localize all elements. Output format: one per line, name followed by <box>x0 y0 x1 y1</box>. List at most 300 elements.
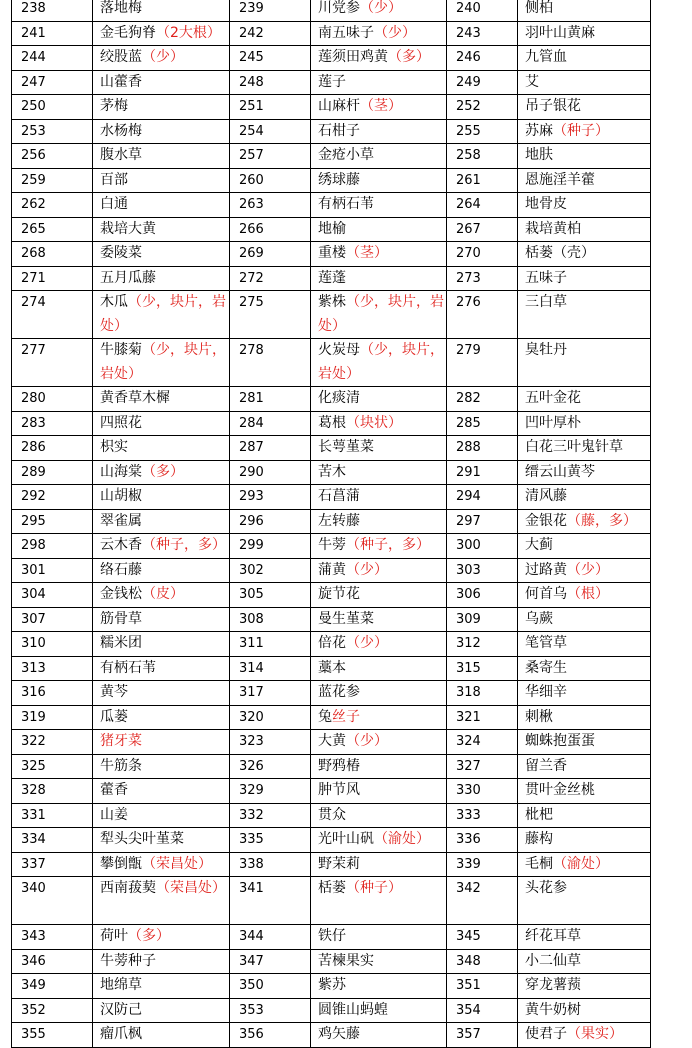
herb-name-cell <box>311 168 447 193</box>
item-number: 282 <box>447 387 518 412</box>
herb-name-cell <box>518 46 651 71</box>
item-number: 271 <box>12 266 93 291</box>
herb-name-cell <box>311 242 447 267</box>
table-row <box>12 21 651 46</box>
herb-name-cell <box>311 558 447 583</box>
item-number: 327 <box>447 754 518 779</box>
herb-name-cell <box>93 485 230 510</box>
item-number: 348 <box>447 949 518 974</box>
herb-name: 曼生堇菜 <box>318 610 374 627</box>
herb-name-cell <box>93 828 230 853</box>
item-number: 254 <box>230 119 311 144</box>
herb-name-cell <box>93 949 230 974</box>
herb-name: 绞股蓝 <box>100 49 142 65</box>
herb-name: 蒲黄 <box>318 561 346 578</box>
table-row <box>12 949 651 974</box>
herb-name-cell <box>311 1023 447 1048</box>
herb-name: 山姜 <box>100 806 128 823</box>
item-number: 326 <box>230 754 311 779</box>
herb-name-cell <box>518 144 651 169</box>
herb-name-cell <box>518 754 651 779</box>
item-number: 247 <box>12 70 93 95</box>
herb-name-cell <box>518 485 651 510</box>
table-row <box>12 534 651 559</box>
item-number: 316 <box>12 681 93 706</box>
item-number: 322 <box>12 730 93 755</box>
herb-name-cell <box>311 144 447 169</box>
item-number: 299 <box>230 534 311 559</box>
herb-name: 枳实 <box>100 439 128 455</box>
herb-name-cell <box>93 803 230 828</box>
item-number: 335 <box>230 828 311 853</box>
item-number: 288 <box>447 436 518 461</box>
herb-note: （少，块片，岩处） <box>318 342 444 382</box>
herb-note: （少） <box>374 24 416 41</box>
item-number: 331 <box>12 803 93 828</box>
herb-name-cell <box>518 95 651 120</box>
herb-name: 兔 <box>318 708 332 725</box>
herb-name-cell <box>311 681 447 706</box>
table-row <box>12 485 651 510</box>
herb-name: 莲蓬 <box>318 269 346 286</box>
herb-name: 铁仔 <box>318 928 346 944</box>
herb-name: 金钱松 <box>100 586 142 602</box>
herb-name: 南五味子 <box>318 24 374 41</box>
herb-name-cell <box>311 925 447 950</box>
herb-name: 地绵草 <box>100 977 142 993</box>
item-number: 356 <box>230 1023 311 1048</box>
herb-name-cell <box>93 266 230 291</box>
herb-name-cell <box>311 877 447 925</box>
item-number: 357 <box>447 1023 518 1048</box>
table-row <box>12 607 651 632</box>
herb-name: 山藿香 <box>100 73 142 90</box>
item-number: 272 <box>230 266 311 291</box>
item-number: 250 <box>12 95 93 120</box>
table-row <box>12 730 651 755</box>
herb-note: （多） <box>128 928 170 944</box>
herb-name: 小二仙草 <box>525 952 581 969</box>
herb-note: （种子，多） <box>142 537 226 553</box>
herb-name: 毛桐 <box>525 855 553 872</box>
herb-name-cell <box>93 0 230 21</box>
item-number: 253 <box>12 119 93 144</box>
herb-name-cell <box>311 852 447 877</box>
item-number: 293 <box>230 485 311 510</box>
herb-name-cell <box>93 656 230 681</box>
herb-name: 牛筋条 <box>100 757 142 774</box>
table-row <box>12 242 651 267</box>
item-number: 269 <box>230 242 311 267</box>
herb-name-cell <box>311 70 447 95</box>
herb-name: 缙云山黄芩 <box>525 463 595 480</box>
herb-name: 栝蒌（壳） <box>525 245 595 261</box>
herb-name: 茅梅 <box>100 98 128 114</box>
herb-name-cell <box>518 460 651 485</box>
item-number: 279 <box>447 339 518 387</box>
table-row <box>12 387 651 412</box>
item-number: 241 <box>12 21 93 46</box>
herb-name: 五味子 <box>525 269 567 286</box>
herb-name: 地骨皮 <box>525 196 567 212</box>
herb-name-cell <box>518 583 651 608</box>
herb-name: 苦楝果实 <box>318 952 374 969</box>
herb-name: 黄牛奶树 <box>525 1001 581 1018</box>
item-number: 334 <box>12 828 93 853</box>
herb-name-cell <box>311 460 447 485</box>
herb-name-cell <box>93 534 230 559</box>
herb-note: （少，块片，岩处） <box>100 294 226 334</box>
table-row <box>12 828 651 853</box>
herb-name-cell <box>311 485 447 510</box>
item-number: 303 <box>447 558 518 583</box>
herb-name: 左转藤 <box>318 512 360 529</box>
item-number: 332 <box>230 803 311 828</box>
item-number: 277 <box>12 339 93 387</box>
item-number: 284 <box>230 411 311 436</box>
herb-name: 山海棠 <box>100 463 142 480</box>
item-number: 330 <box>447 779 518 804</box>
item-number: 266 <box>230 217 311 242</box>
item-number: 276 <box>447 291 518 339</box>
herb-name-cell <box>93 877 230 925</box>
herb-name-cell <box>311 387 447 412</box>
herb-name-cell <box>518 607 651 632</box>
herb-name-cell <box>518 730 651 755</box>
herb-name-cell <box>518 681 651 706</box>
herb-name: 有柄石苇 <box>100 659 156 676</box>
herb-name-cell <box>93 144 230 169</box>
item-number: 260 <box>230 168 311 193</box>
herb-name: 地肤 <box>525 147 553 163</box>
herb-name: 使君子 <box>525 1026 567 1042</box>
item-number: 340 <box>12 877 93 925</box>
herb-name: 牛蒡种子 <box>100 952 156 969</box>
item-number: 306 <box>447 583 518 608</box>
herb-name: 光叶山矾 <box>318 831 374 847</box>
item-number: 333 <box>447 803 518 828</box>
herb-name-cell <box>93 387 230 412</box>
table-row <box>12 144 651 169</box>
herb-name-cell <box>311 266 447 291</box>
herb-name: 水杨梅 <box>100 122 142 139</box>
item-number: 318 <box>447 681 518 706</box>
herb-table-body <box>12 0 651 1047</box>
herb-name-cell <box>311 974 447 999</box>
herb-name: 肿节风 <box>318 782 360 798</box>
herb-name: 木瓜 <box>100 294 128 310</box>
herb-name-cell <box>311 607 447 632</box>
herb-note: （少） <box>567 561 609 578</box>
item-number: 238 <box>12 0 93 21</box>
herb-name-cell <box>518 974 651 999</box>
herb-name-cell <box>93 779 230 804</box>
table-row <box>12 1023 651 1048</box>
item-number: 352 <box>12 998 93 1023</box>
herb-name: 西南菝葜 <box>100 880 156 896</box>
herb-name-cell <box>93 460 230 485</box>
herb-name-cell <box>93 95 230 120</box>
table-row <box>12 217 651 242</box>
herb-name: 金疮小草 <box>318 147 374 163</box>
herb-name-cell <box>311 632 447 657</box>
herb-name: 川党参 <box>318 0 360 16</box>
herb-name: 蜘蛛抱蛋蛋 <box>525 733 595 749</box>
herb-name: 藤构 <box>525 831 553 847</box>
table-row <box>12 119 651 144</box>
herb-name-cell <box>93 632 230 657</box>
herb-name: 九管血 <box>525 49 567 65</box>
herb-name: 云木香 <box>100 537 142 553</box>
table-row <box>12 291 651 339</box>
item-number: 243 <box>447 21 518 46</box>
herb-name-cell <box>311 0 447 21</box>
herb-name-cell <box>93 436 230 461</box>
herb-name: 枇杷 <box>525 806 553 823</box>
herb-name-cell <box>518 291 651 339</box>
herb-name: 贯叶金丝桃 <box>525 782 595 798</box>
herb-name-cell <box>311 21 447 46</box>
herb-name: 刺楸 <box>525 708 553 725</box>
herb-name-cell <box>93 168 230 193</box>
item-number: 349 <box>12 974 93 999</box>
table-row <box>12 583 651 608</box>
herb-name: 糯米团 <box>100 635 142 651</box>
herb-name-cell <box>93 852 230 877</box>
herb-note: （渝处） <box>553 855 609 872</box>
herb-name: 落地梅 <box>100 0 142 16</box>
herb-name-cell <box>518 387 651 412</box>
item-number: 320 <box>230 705 311 730</box>
herb-name: 凹叶厚朴 <box>525 414 581 431</box>
item-number: 259 <box>12 168 93 193</box>
herb-name: 紫株 <box>318 294 346 310</box>
item-number: 311 <box>230 632 311 657</box>
herb-name-cell <box>518 828 651 853</box>
herb-name: 鸡矢藤 <box>318 1026 360 1042</box>
herb-name-cell <box>518 656 651 681</box>
herb-name: 蓝花参 <box>318 684 360 700</box>
herb-name-cell <box>93 119 230 144</box>
herb-note: （荣昌处） <box>156 880 226 896</box>
herb-name-cell <box>93 291 230 339</box>
item-number: 337 <box>12 852 93 877</box>
herb-name: 三白草 <box>525 294 567 310</box>
table-row <box>12 411 651 436</box>
herb-name: 莲须田鸡黄 <box>318 49 388 65</box>
herb-note: （少） <box>346 733 388 749</box>
herb-name-cell <box>93 411 230 436</box>
herb-name-cell <box>518 119 651 144</box>
herb-name-cell <box>311 217 447 242</box>
herb-name-cell <box>311 583 447 608</box>
herb-name: 留兰香 <box>525 757 567 774</box>
table-row <box>12 460 651 485</box>
item-number: 354 <box>447 998 518 1023</box>
item-number: 319 <box>12 705 93 730</box>
herb-note: （渝处） <box>374 831 430 847</box>
herb-name: 野鸦椿 <box>318 757 360 774</box>
herb-name-cell <box>518 779 651 804</box>
item-number: 281 <box>230 387 311 412</box>
herb-name-cell <box>93 193 230 218</box>
item-number: 325 <box>12 754 93 779</box>
item-number: 244 <box>12 46 93 71</box>
herb-name: 吊子银花 <box>525 98 581 114</box>
herb-name-cell <box>518 632 651 657</box>
herb-name-cell <box>93 925 230 950</box>
herb-name-cell <box>518 1023 651 1048</box>
item-number: 291 <box>447 460 518 485</box>
table-row <box>12 95 651 120</box>
herb-name: 白花三叶鬼针草 <box>525 439 623 455</box>
herb-name: 四照花 <box>100 414 142 431</box>
herb-name-cell <box>93 217 230 242</box>
herb-name: 贯众 <box>318 806 346 823</box>
herb-name: 栝蒌 <box>318 880 346 896</box>
herb-name: 有柄石苇 <box>318 196 374 212</box>
item-number: 285 <box>447 411 518 436</box>
herb-name: 汉防己 <box>100 1001 142 1018</box>
item-number: 347 <box>230 949 311 974</box>
herb-name-cell <box>311 534 447 559</box>
item-number: 292 <box>12 485 93 510</box>
herb-name: 攀倒甑 <box>100 855 142 872</box>
herb-name-cell <box>518 949 651 974</box>
item-number: 249 <box>447 70 518 95</box>
herb-name: 长萼堇菜 <box>318 439 374 455</box>
herb-name: 瓜蒌 <box>100 708 128 725</box>
herb-note: （少） <box>346 635 388 651</box>
item-number: 308 <box>230 607 311 632</box>
herb-name: 黄香草木樨 <box>100 390 170 406</box>
herb-name: 紫苏 <box>318 977 346 993</box>
herb-name-cell <box>93 558 230 583</box>
herb-name: 过路黄 <box>525 561 567 578</box>
herb-name-cell <box>518 193 651 218</box>
item-number: 265 <box>12 217 93 242</box>
herb-name: 牛蒡 <box>318 537 346 553</box>
herb-name-cell <box>311 339 447 387</box>
herb-name-cell <box>311 754 447 779</box>
item-number: 290 <box>230 460 311 485</box>
herb-name-cell <box>93 998 230 1023</box>
item-number: 295 <box>12 509 93 534</box>
item-number: 353 <box>230 998 311 1023</box>
herb-name: 苦木 <box>318 463 346 480</box>
herb-name: 藿香 <box>100 782 128 798</box>
herb-name-cell <box>93 21 230 46</box>
herb-note: （种子） <box>346 880 402 896</box>
herb-name: 白通 <box>100 196 128 212</box>
herb-name-cell <box>518 21 651 46</box>
item-number: 246 <box>447 46 518 71</box>
herb-name-cell <box>311 46 447 71</box>
item-number: 310 <box>12 632 93 657</box>
herb-name: 乌蕨 <box>525 610 553 627</box>
herb-name: 络石藤 <box>100 561 142 578</box>
table-row <box>12 852 651 877</box>
herb-name-cell <box>93 339 230 387</box>
herb-name-cell <box>93 583 230 608</box>
herb-name-cell <box>311 193 447 218</box>
herb-name-cell <box>311 95 447 120</box>
table-row <box>12 70 651 95</box>
herb-table <box>11 0 651 1048</box>
herb-name-cell <box>518 217 651 242</box>
item-number: 307 <box>12 607 93 632</box>
item-number: 283 <box>12 411 93 436</box>
herb-note: （种子） <box>553 122 609 139</box>
item-number: 329 <box>230 779 311 804</box>
herb-name-cell <box>518 339 651 387</box>
herb-name-cell <box>93 46 230 71</box>
item-number: 342 <box>447 877 518 925</box>
herb-name-cell <box>311 949 447 974</box>
table-row <box>12 998 651 1023</box>
herb-name: 大蓟 <box>525 537 553 553</box>
herb-note: （种子，多） <box>346 537 430 553</box>
item-number: 314 <box>230 656 311 681</box>
table-row <box>12 339 651 387</box>
herb-name: 旋节花 <box>318 586 360 602</box>
table-row <box>12 193 651 218</box>
herb-note: （块状） <box>346 414 402 431</box>
item-number: 287 <box>230 436 311 461</box>
herb-name-cell <box>518 925 651 950</box>
herb-name: 栽培大黄 <box>100 220 156 237</box>
table-row <box>12 974 651 999</box>
herb-name-cell <box>518 852 651 877</box>
table-row <box>12 681 651 706</box>
herb-name-cell <box>311 509 447 534</box>
herb-name: 圆锥山蚂蝗 <box>318 1001 388 1018</box>
herb-note: （少） <box>142 49 184 65</box>
item-number: 312 <box>447 632 518 657</box>
item-number: 239 <box>230 0 311 21</box>
herb-name: 穿龙薯蓣 <box>525 977 581 993</box>
herb-name: 恩施淫羊藿 <box>525 171 595 188</box>
item-number: 296 <box>230 509 311 534</box>
herb-name-cell <box>93 607 230 632</box>
herb-note: （多） <box>142 463 184 480</box>
herb-note: （少，块片，岩处） <box>100 342 226 382</box>
herb-name: 火炭母 <box>318 342 360 358</box>
herb-name: 臭牡丹 <box>525 342 567 358</box>
herb-name-cell <box>518 705 651 730</box>
item-number: 261 <box>447 168 518 193</box>
item-number: 324 <box>447 730 518 755</box>
herb-name: 五月瓜藤 <box>100 269 156 286</box>
herb-name-cell <box>93 730 230 755</box>
item-number: 268 <box>12 242 93 267</box>
herb-name: 筋骨草 <box>100 610 142 627</box>
item-number: 262 <box>12 193 93 218</box>
herb-name: 委陵菜 <box>100 245 142 261</box>
herb-name: 藁本 <box>318 659 346 676</box>
item-number: 301 <box>12 558 93 583</box>
herb-name: 瘤爪枫 <box>100 1026 142 1042</box>
item-number: 286 <box>12 436 93 461</box>
item-number: 263 <box>230 193 311 218</box>
herb-note: （多） <box>388 49 430 65</box>
item-number: 267 <box>447 217 518 242</box>
item-number: 300 <box>447 534 518 559</box>
item-number: 278 <box>230 339 311 387</box>
herb-name: 重楼 <box>318 245 346 261</box>
herb-name: 纤花耳草 <box>525 928 581 944</box>
herb-note: （荣昌处） <box>142 855 212 872</box>
